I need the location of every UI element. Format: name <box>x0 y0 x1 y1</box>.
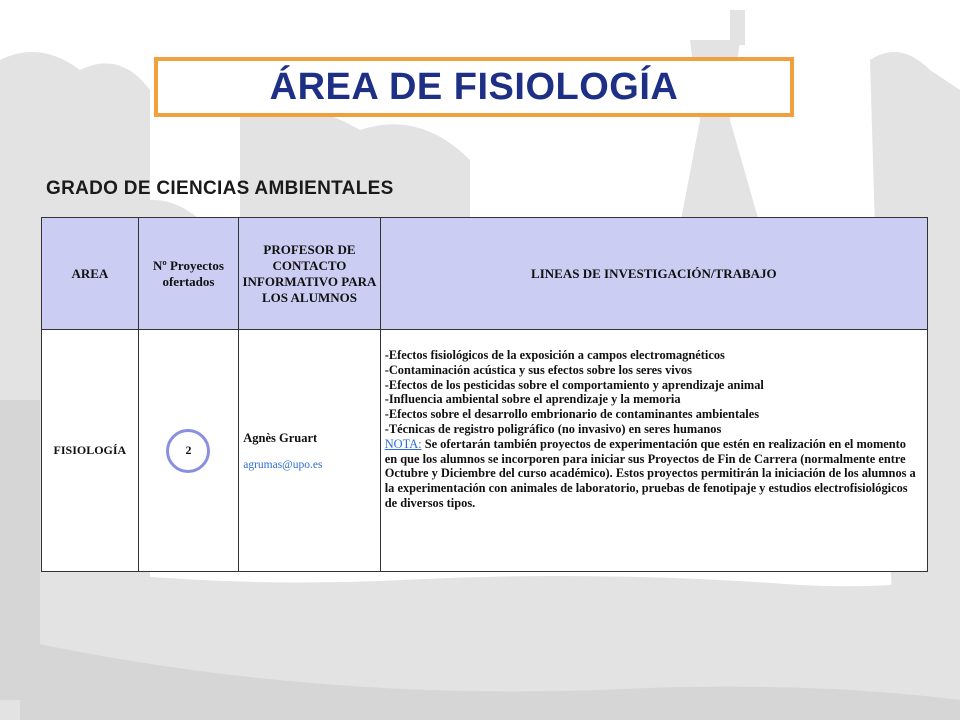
profesor-name: Agnès Gruart <box>243 430 318 445</box>
linea-item: -Efectos fisiológicos de la exposición a campos electromagnéticos <box>384 348 725 362</box>
cell-proyectos <box>138 330 238 572</box>
profesor-email-link[interactable]: agrumas@upo.es <box>243 458 323 471</box>
cell-profesor <box>239 330 381 572</box>
linea-item: -Efectos de los pesticidas sobre el comportamiento y aprendizaje animal <box>384 377 764 392</box>
linea-item: -Efectos sobre el desarrollo embrionario de contaminantes ambientales <box>384 407 760 422</box>
page-subtitle: GRADO DE CIENCIAS AMBIENTALES <box>46 178 394 199</box>
proyectos-count: 2 <box>166 429 210 473</box>
linea-item: -Técnicas de registro poligráfico (no invasivo) en seres humanos <box>384 421 722 436</box>
projects-table <box>41 217 928 572</box>
header-lineas: LINEAS DE INVESTIGACIÓN/TRABAJO <box>380 218 927 330</box>
header-area: AREA <box>42 218 139 330</box>
nota-label: NOTA: <box>384 436 422 451</box>
title-box <box>154 57 794 117</box>
cell-area: FISIOLOGÍA <box>42 330 139 572</box>
table-row <box>42 330 928 572</box>
header-profesor: PROFESOR DE CONTACTO INFORMATIVO PARA LOS ALUMNOS <box>239 218 381 330</box>
cell-lineas <box>380 330 927 572</box>
table-header-row <box>42 218 928 330</box>
nota-text: Se ofertarán también proyectos de experimentación que estén en realización en el momento en que los alumnos se incorporen para iniciar sus Proyectos de Fin de Carrera (normalmente entre Octubre y Diciembre del curso académico). Estos proyectos permitirán la iniciación de los alumnos a la experimentación con animales de laboratorio, pruebas de fenotipaje y estudios electrofisiológicos de diversos tipos. <box>384 436 916 510</box>
linea-item: -Influencia ambiental sobre el aprendizaje y la memoria <box>384 392 681 407</box>
linea-item: -Contaminación acústica y sus efectos sobre los seres vivos <box>384 362 692 377</box>
header-proyectos: Nº Proyectos ofertados <box>138 218 238 330</box>
page-title: ÁREA DE FISIOLOGÍA <box>269 65 679 108</box>
nota-paragraph <box>385 437 921 511</box>
